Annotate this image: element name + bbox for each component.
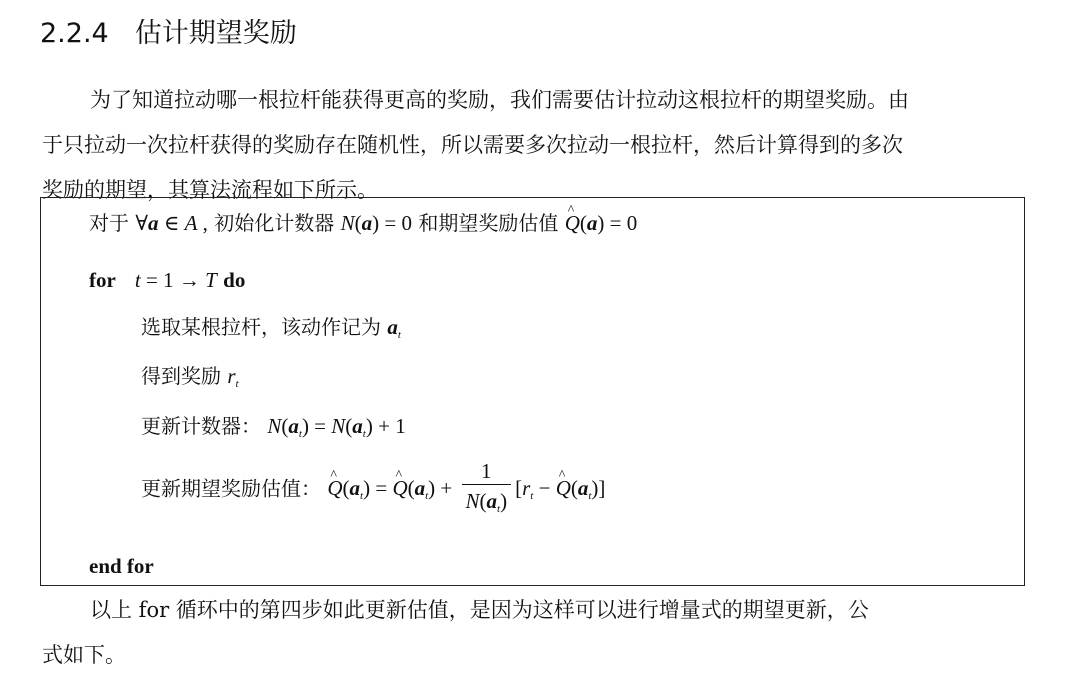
algorithm-step-reward xyxy=(141,361,239,399)
paragraph-line: 于只拉动一次拉杆获得的奖励存在随机性，所以需要多次拉动一根拉杆，然后计算得到的多次 xyxy=(42,133,903,157)
step-math: $a_t$ xyxy=(387,315,401,341)
fraction: $\frac{1}{N(a_t)}$ xyxy=(462,458,512,523)
intro-paragraph xyxy=(42,78,1036,213)
step-text: 更新期望奖励估值： xyxy=(141,476,321,501)
init-text: 和期望奖励估值 xyxy=(418,211,559,235)
init-math-forall: ∀a ∈ A , xyxy=(135,211,208,235)
step-math: $r_t$ xyxy=(227,364,239,390)
algorithm-for-line xyxy=(89,265,245,295)
init-text: 初始化计数器 xyxy=(214,211,335,235)
init-math-counter: N(a) = 0 xyxy=(340,211,412,235)
algorithm-step-update-estimate xyxy=(141,458,605,526)
for-range: t = 1 → T xyxy=(134,268,217,292)
step-text: 选取某根拉杆，该动作记为 xyxy=(141,315,381,339)
algorithm-box xyxy=(40,197,1025,586)
algorithm-step-update-counter xyxy=(141,411,406,449)
section-title: 估计期望奖励 xyxy=(134,18,297,49)
outro-paragraph xyxy=(42,588,1036,678)
section-heading xyxy=(40,14,297,54)
step-math: ^ $Q(a_t)$ = ^ $Q(a_t)$ + $\frac{1}{N(a_t)}$ [$r_t$ − ^ $Q(a_t)$] xyxy=(327,476,605,500)
init-text: 对于 xyxy=(89,211,129,235)
paragraph-line: 以上 for 循环中的第四步如此更新估值，是因为这样可以进行增量式的期望更新，公 xyxy=(90,598,869,622)
do-keyword: do xyxy=(223,268,246,292)
algorithm-step-select xyxy=(141,312,401,350)
paragraph-line: 式如下。 xyxy=(42,643,126,667)
end-for-keyword: end for xyxy=(89,554,154,578)
for-keyword: for xyxy=(89,268,116,292)
paragraph-line: 奖励的期望，其算法流程如下所示。 xyxy=(42,178,378,202)
algorithm-end-line xyxy=(89,551,154,581)
paragraph-line: 为了知道拉动哪一根拉杆能获得更高的奖励，我们需要估计拉动这根拉杆的期望奖励。由 xyxy=(90,88,909,112)
init-math-estimate: ^ Q(a) = 0 xyxy=(565,211,638,235)
step-math: $N(a_t) = N(a_t) + 1$ xyxy=(267,414,406,440)
step-text: 更新计数器： xyxy=(141,414,261,438)
step-text: 得到奖励 xyxy=(141,364,221,388)
section-number: 2.2.4 xyxy=(40,18,109,49)
algorithm-init-line xyxy=(89,208,637,238)
